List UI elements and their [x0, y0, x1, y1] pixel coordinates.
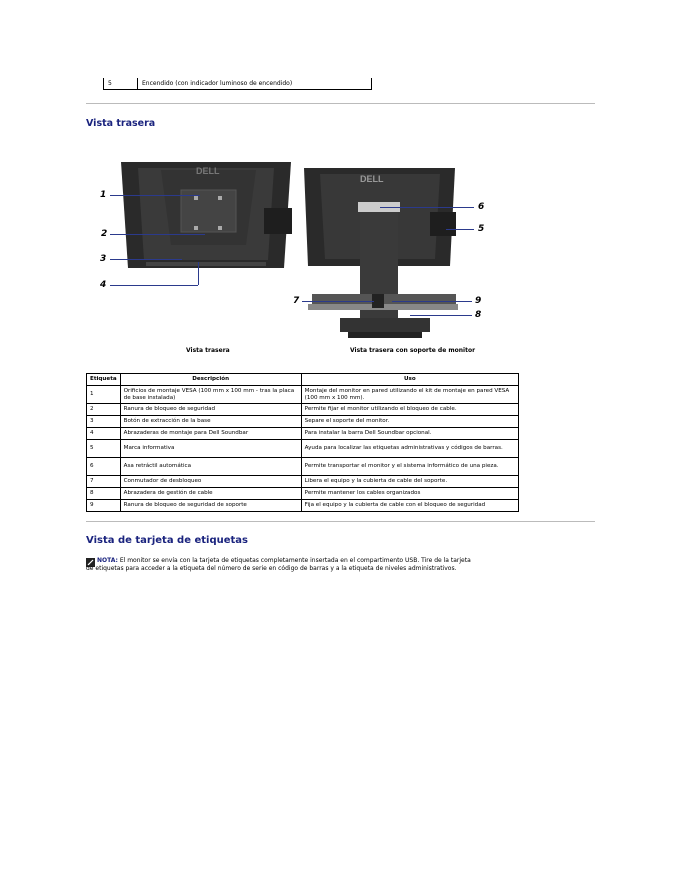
cell: Montaje del monitor en pared utilizando el kit de montaje en pared VESA (100 mm x 100 mm). [301, 386, 518, 404]
cell: 6 [87, 458, 121, 476]
rear-logo: DELL [196, 166, 220, 176]
top-table-row [103, 78, 372, 90]
table-row [87, 404, 519, 416]
cell: Orificios de montaje VESA (100 mm x 100 mm - tras la placa de base instalada) [120, 386, 301, 404]
cell: 5 [87, 440, 121, 458]
note-block [86, 557, 476, 573]
table-row [87, 386, 519, 404]
section-title-label-card: Vista de tarjeta de etiquetas [86, 535, 249, 546]
th-use: Uso [301, 374, 518, 386]
caption-rear: Vista trasera [186, 347, 230, 354]
callout-3: 3 [100, 254, 107, 264]
caption-rear-stand: Vista trasera con soporte de monitor [350, 347, 476, 354]
cell: Ranura de bloqueo de seguridad [120, 404, 301, 416]
divider [86, 103, 595, 104]
callout-4: 4 [100, 280, 107, 290]
callout-7: 7 [293, 296, 300, 306]
callout-line-2 [110, 234, 205, 235]
top-row-text: Encendido (con indicador luminoso de encendido) [142, 80, 293, 87]
cell: 9 [87, 500, 121, 512]
note-text: El monitor se envía con la tarjeta de etiquetas completamente insertada en el compartimento USB. Tire de la tarjeta de etiquetas para acceder a la etiqueta del número de serie en código de barras y a la etiqueta de niveles administrativos. [86, 557, 471, 572]
callout-8: 8 [475, 310, 482, 320]
divider [86, 521, 595, 522]
callout-9: 9 [475, 296, 482, 306]
callout-line-4-vert [198, 262, 199, 285]
callout-6: 6 [478, 202, 485, 212]
section-title-rear: Vista trasera [86, 118, 156, 129]
cell: Permite mantener los cables organizados [301, 488, 518, 500]
callout-5: 5 [478, 224, 485, 234]
rear-view-image [86, 150, 306, 300]
cell: Libera el equipo y la cubierta de cable del soporte. [301, 476, 518, 488]
cell: Asa retráctil automática [120, 458, 301, 476]
cell: Abrazaderas de montaje para Dell Soundbar [120, 428, 301, 440]
cell: Fija el equipo y la cubierta de cable con el bloqueo de seguridad [301, 500, 518, 512]
stand-logo: DELL [360, 174, 384, 184]
top-row-number: 5 [108, 80, 112, 87]
table-row [87, 416, 519, 428]
cell: Ranura de bloqueo de seguridad de soporte [120, 500, 301, 512]
cell: 8 [87, 488, 121, 500]
th-description: Descripción [120, 374, 301, 386]
cell: Separe el soporte del monitor. [301, 416, 518, 428]
cell: 3 [87, 416, 121, 428]
callout-2: 2 [101, 229, 108, 239]
callout-line-6 [380, 207, 474, 208]
cell: 7 [87, 476, 121, 488]
cell: Abrazadera de gestión de cable [120, 488, 301, 500]
note-label: NOTA: [97, 557, 118, 564]
th-label: Etiqueta [87, 374, 121, 386]
table-row [87, 488, 519, 500]
cell: 1 [87, 386, 121, 404]
cell: Ayuda para localizar las etiquetas administrativas y códigos de barras. [301, 440, 518, 458]
cell: 2 [87, 404, 121, 416]
cell: Conmutador de desbloqueo [120, 476, 301, 488]
features-table [86, 373, 519, 512]
callout-line-4 [110, 285, 198, 286]
rear-view-stand-image [300, 164, 470, 344]
top-row-separator [137, 78, 138, 89]
table-row [87, 476, 519, 488]
table-row [87, 440, 519, 458]
cell: Permite transportar el monitor y el sistema informático de una pieza. [301, 458, 518, 476]
callout-line-3 [110, 259, 182, 260]
table-header-row [87, 374, 519, 386]
callout-line-1 [110, 195, 200, 196]
table-row [87, 500, 519, 512]
table-row [87, 458, 519, 476]
cell: Botón de extracción de la base [120, 416, 301, 428]
cell: Para instalar la barra Dell Soundbar opcional. [301, 428, 518, 440]
callout-line-5 [446, 229, 474, 230]
callout-line-8 [410, 315, 472, 316]
cell: 4 [87, 428, 121, 440]
cell: Permite fijar el monitor utilizando el bloqueo de cable. [301, 404, 518, 416]
callout-line-7 [302, 301, 374, 302]
table-row [87, 428, 519, 440]
cell: Marca informativa [120, 440, 301, 458]
callout-line-9 [392, 301, 472, 302]
callout-1: 1 [100, 190, 107, 200]
